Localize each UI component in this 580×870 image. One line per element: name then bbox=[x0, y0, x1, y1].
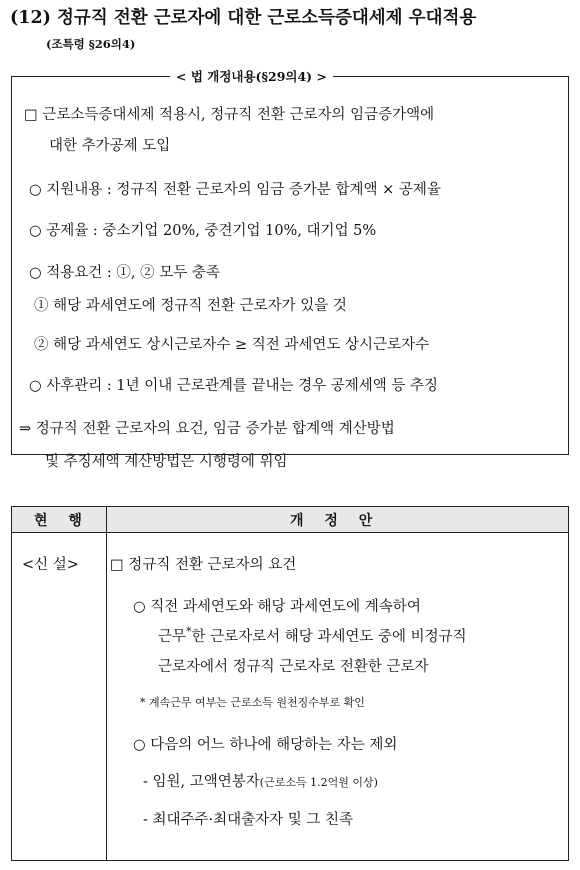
amendment-delegation-line1: ⇒ 정규직 전환 근로자의 요건, 임금 증가분 합계액 계산방법 bbox=[19, 421, 395, 437]
proposal-exclusion-b: - 최대주주·최대출자자 및 그 친족 bbox=[143, 812, 354, 828]
exclusion-a-main: - 임원, 고액연봉자 bbox=[143, 774, 260, 790]
amendment-requirement-2: ② 해당 과세연도 상시근로자수 ≥ 직전 과세연도 상시근로자수 bbox=[34, 337, 430, 353]
proposal-item1-line3: 근로자에서 정규직 근로자로 전환한 근로자 bbox=[158, 659, 429, 675]
table-column-divider bbox=[106, 507, 107, 860]
column-header-proposal: 개 정 안 bbox=[290, 513, 381, 529]
column-header-current: 현 행 bbox=[34, 513, 90, 529]
amendment-requirement-1: ① 해당 과세연도에 정규직 전환 근로자가 있을 것 bbox=[34, 298, 347, 314]
page-title: (12) 정규직 전환 근로자에 대한 근로소득증대세제 우대적용 bbox=[10, 8, 477, 28]
proposal-item1-line1: ○ 직전 과세연도와 해당 과세연도에 계속하여 bbox=[133, 599, 421, 615]
proposal-item1-word: 근무 bbox=[158, 629, 187, 645]
amendment-intro-line2: 대한 추가공제 도입 bbox=[49, 138, 171, 154]
proposal-item2: ○ 다음의 어느 하나에 해당하는 자는 제외 bbox=[133, 737, 398, 753]
amendment-header: < 법 개정내용(§29의4) > bbox=[170, 67, 333, 85]
amendment-post-management: ○ 사후관리 : 1년 이내 근로관계를 끝내는 경우 공제세액 등 추징 bbox=[29, 378, 439, 394]
proposal-exclusion-a bbox=[143, 770, 378, 791]
proposal-item1-rest: 한 근로자로서 해당 과세연도 중에 비정규직 bbox=[191, 629, 467, 645]
footnote-marker: * bbox=[186, 625, 192, 639]
proposal-item1-line2 bbox=[158, 625, 467, 646]
proposal-title: □ 정규직 전환 근로자의 요건 bbox=[110, 557, 297, 573]
exclusion-a-note: (근로소득 1.2억원 이상) bbox=[259, 776, 378, 789]
amendment-rate: ○ 공제율 : 중소기업 20%, 중견기업 10%, 대기업 5% bbox=[29, 223, 377, 239]
amendment-support: ○ 지원내용 : 정규직 전환 근로자의 임금 증가분 합계액 × 공제율 bbox=[29, 182, 441, 198]
amendment-requirements: ○ 적용요건 : ①, ② 모두 충족 bbox=[29, 265, 220, 281]
legal-reference: (조특령 §26의4) bbox=[46, 37, 136, 51]
amendment-intro-line1: □ 근로소득증대세제 적용시, 정규직 전환 근로자의 임금증가액에 bbox=[24, 107, 435, 123]
amendment-delegation-line2: 및 추징세액 계산방법은 시행령에 위임 bbox=[45, 454, 288, 470]
proposal-footnote: * 계속근무 여부는 근로소득 원천징수부로 확인 bbox=[140, 696, 365, 709]
current-cell-new: <신 설> bbox=[22, 557, 79, 573]
